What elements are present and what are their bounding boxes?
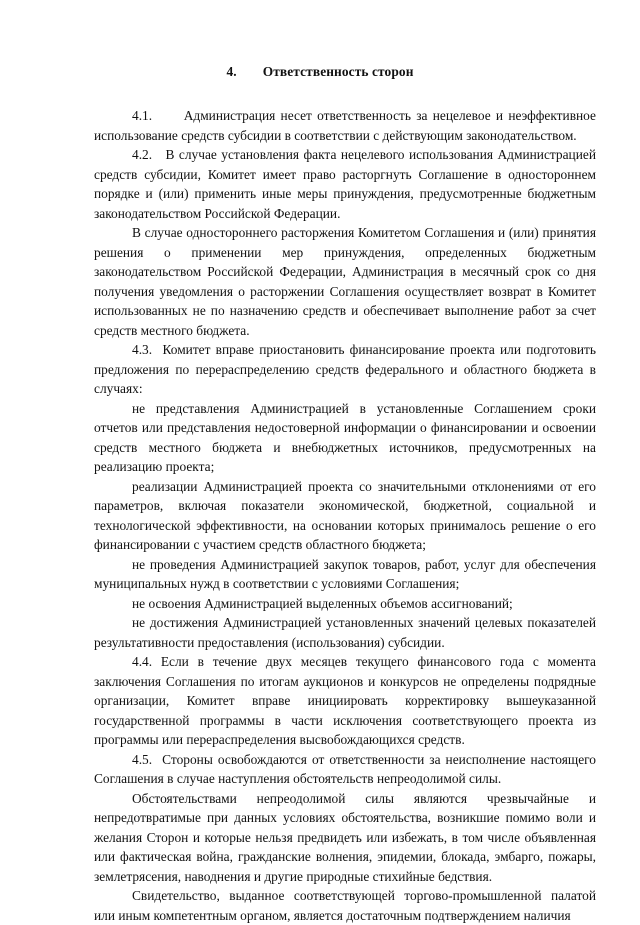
paragraph-4-2: 4.2. В случае установления факта нецелевого использования Администрацией средств субсидии, Комитет имеет право расторгнуть Соглашение в одностороннем порядке и (или) применить иные меры принуждения, предусмотренные бюджетным законодательством Российской Федерации.: [94, 147, 596, 221]
paragraph-certificate: Свидетельство, выданное соответствующей торгово-промышленной палатой или иным компетентным органом, является достаточным подтверждением наличия: [94, 888, 596, 923]
paragraph-case-allocation: не освоения Администрацией выделенных объемов ассигнований;: [132, 595, 513, 611]
paragraph-case-procurement: не проведения Администрацией закупок товаров, работ, услуг для обеспечения муниципальных нужд в соответствии с условиями Соглашения;: [94, 556, 596, 591]
paragraph-4-4: 4.4. Если в течение двух месяцев текущего финансового года с момента заключения Соглашения по итогам аукционов и конкурсов не определены подрядные организации, Комитет вправе инициировать корректировку вышеуказанной государственной программы в части исключения соответствующего проекта из программы или перераспределения высвобождающихся средств.: [94, 654, 596, 747]
paragraph-case-deviation: реализации Администрацией проекта со значительными отклонениями от его параметров, включая показатели экономической, бюджетной, социальной и технологической эффективности, на основании которых принималось решение о его финансировании с участием средств областного бюджета;: [94, 478, 596, 552]
section-number: 4.: [226, 64, 237, 79]
document-body: [94, 106, 596, 925]
paragraph-4-1: 4.1. Администрация несет ответственность за нецелевое и неэффективное использование средств субсидии в соответствии с действующим законодательством.: [94, 108, 596, 143]
paragraph-termination: В случае одностороннего расторжения Комитетом Соглашения и (или) принятия решения о применении мер принуждения, определенных бюджетным законодательством Российской Федерации, Администрация в месячный срок со дня получения уведомления о расторжении Соглашения осуществляет возврат в Комитет использованных не по назначению средств и обеспечивает выполнение работ за счет средств местного бюджета.: [94, 225, 596, 338]
paragraph-case-targets: не достижения Администрацией установленных значений целевых показателей результативности предоставления (использования) субсидии.: [94, 615, 596, 650]
paragraph-case-reporting: не представления Администрацией в установленные Соглашением сроки отчетов или представления недостоверной информации о финансировании и освоении средств местного бюджета и внебюджетных источников, предусмотренных на реализацию проекта;: [94, 400, 596, 474]
paragraph-4-5: 4.5. Стороны освобождаются от ответственности за неисполнение настоящего Соглашения в случае наступления обстоятельств непреодолимой силы.: [94, 751, 596, 786]
paragraph-force-majeure: Обстоятельствами непреодолимой силы являются чрезвычайные и непредотвратимые при данных условиях обстоятельства, возникшие помимо воли и желания Сторон и которые нельзя предвидеть или избежать, в том числе объявленная или фактическая война, гражданские волнения, эпидемии, блокада, эмбарго, пожары, землетрясения, наводнения и другие природные стихийные бедствия.: [94, 790, 596, 884]
section-heading: [0, 62, 640, 82]
section-title: Ответственность сторон: [262, 64, 414, 79]
paragraph-4-3: 4.3. Комитет вправе приостановить финансирование проекта или подготовить предложения по перераспределению средств федерального и областного бюджета в случаях:: [94, 342, 596, 396]
